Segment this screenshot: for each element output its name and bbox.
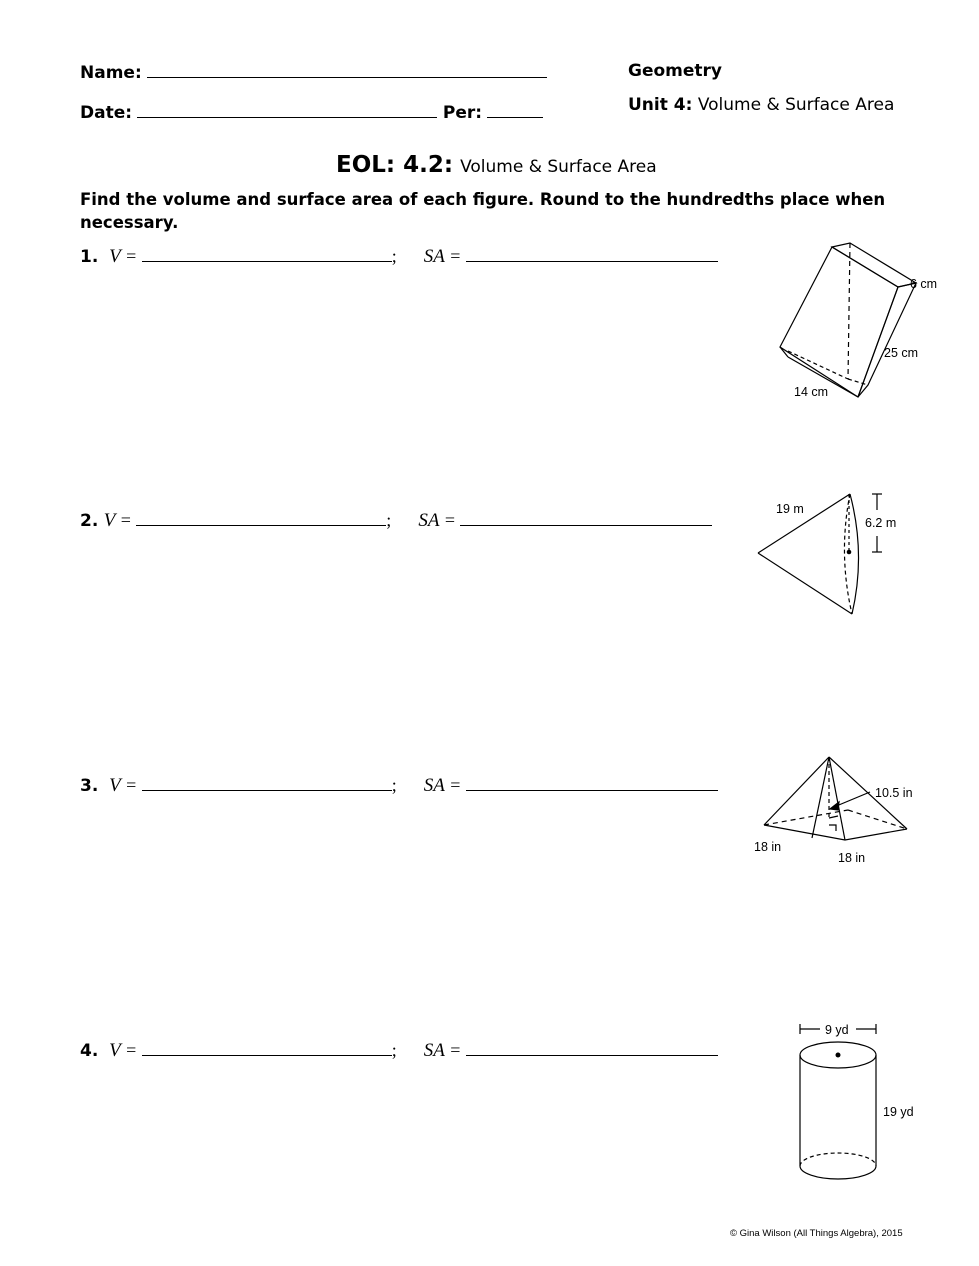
sa-label: SA — [423, 246, 445, 267]
cone-radius-label: 6.2 m — [865, 516, 897, 530]
problem-row-1 — [80, 246, 718, 268]
separator: ; — [386, 510, 392, 530]
title-topic: Volume & Surface Area — [460, 157, 657, 177]
equals-sign: = — [450, 1040, 461, 1060]
cylinder-figure — [790, 1018, 940, 1188]
date-label: Date: — [80, 103, 133, 123]
equals-sign: = — [126, 775, 137, 795]
problem-number: 1. — [80, 247, 99, 267]
course-title: Geometry — [628, 61, 722, 81]
name-field[interactable] — [147, 62, 547, 78]
equals-sign: = — [450, 246, 461, 266]
sa-answer-field[interactable] — [460, 510, 712, 526]
pyramid-slant-label: 10.5 in — [875, 786, 913, 800]
separator: ; — [391, 246, 397, 266]
per-field[interactable] — [487, 102, 543, 118]
prism-width-label: 14 cm — [794, 385, 829, 399]
problem-row-3 — [80, 775, 718, 797]
volume-answer-field[interactable] — [136, 510, 386, 526]
sa-label: SA — [418, 510, 440, 531]
date-field[interactable] — [137, 102, 437, 118]
problem-row-4 — [80, 1040, 718, 1062]
volume-answer-field[interactable] — [142, 246, 392, 262]
sa-answer-field[interactable] — [466, 246, 718, 262]
pyramid-side-label: 18 in — [754, 840, 782, 854]
problem-number: 4. — [80, 1041, 99, 1061]
sa-label: SA — [423, 775, 445, 796]
cylinder-height-label: 19 yd — [883, 1105, 914, 1119]
prism-height-label: 6 cm — [910, 277, 938, 291]
problem-row-2 — [80, 510, 712, 532]
date-row — [80, 102, 543, 123]
per-label: Per: — [442, 103, 483, 123]
instructions: Find the volume and surface area of each figure. Round to the hundredths place when necessary. — [80, 190, 886, 232]
page-title — [336, 152, 657, 178]
volume-label: V — [109, 775, 121, 796]
equals-sign: = — [126, 1040, 137, 1060]
square-pyramid-figure — [750, 752, 950, 872]
unit-title — [628, 95, 894, 115]
volume-label: V — [103, 510, 116, 531]
prism-length-label: 25 cm — [884, 346, 919, 360]
pyramid-base-label: 18 in — [838, 851, 866, 865]
equals-sign: = — [126, 246, 137, 266]
separator: ; — [391, 775, 397, 795]
problem-number: 3. — [80, 776, 99, 796]
volume-label: V — [109, 1040, 121, 1061]
volume-label: V — [109, 246, 121, 267]
cone-slant-label: 19 m — [776, 502, 804, 516]
problem-number: 2. — [80, 511, 99, 531]
sa-answer-field[interactable] — [466, 775, 718, 791]
unit-name: Volume & Surface Area — [697, 95, 895, 115]
equals-sign: = — [444, 510, 455, 530]
sa-answer-field[interactable] — [466, 1040, 718, 1056]
unit-label: Unit 4: — [628, 95, 693, 115]
equals-sign: = — [450, 775, 461, 795]
name-row — [80, 62, 547, 83]
volume-answer-field[interactable] — [142, 775, 392, 791]
sa-label: SA — [423, 1040, 445, 1061]
name-label: Name: — [80, 63, 142, 83]
separator: ; — [391, 1040, 397, 1060]
copyright-footer: © Gina Wilson (All Things Algebra), 2015 — [730, 1228, 903, 1239]
rectangular-prism-figure — [760, 235, 960, 410]
equals-sign: = — [120, 510, 131, 530]
title-code: EOL: 4.2: — [336, 152, 454, 178]
volume-answer-field[interactable] — [142, 1040, 392, 1056]
cylinder-diameter-label: 9 yd — [825, 1023, 849, 1037]
cone-figure — [750, 488, 950, 623]
